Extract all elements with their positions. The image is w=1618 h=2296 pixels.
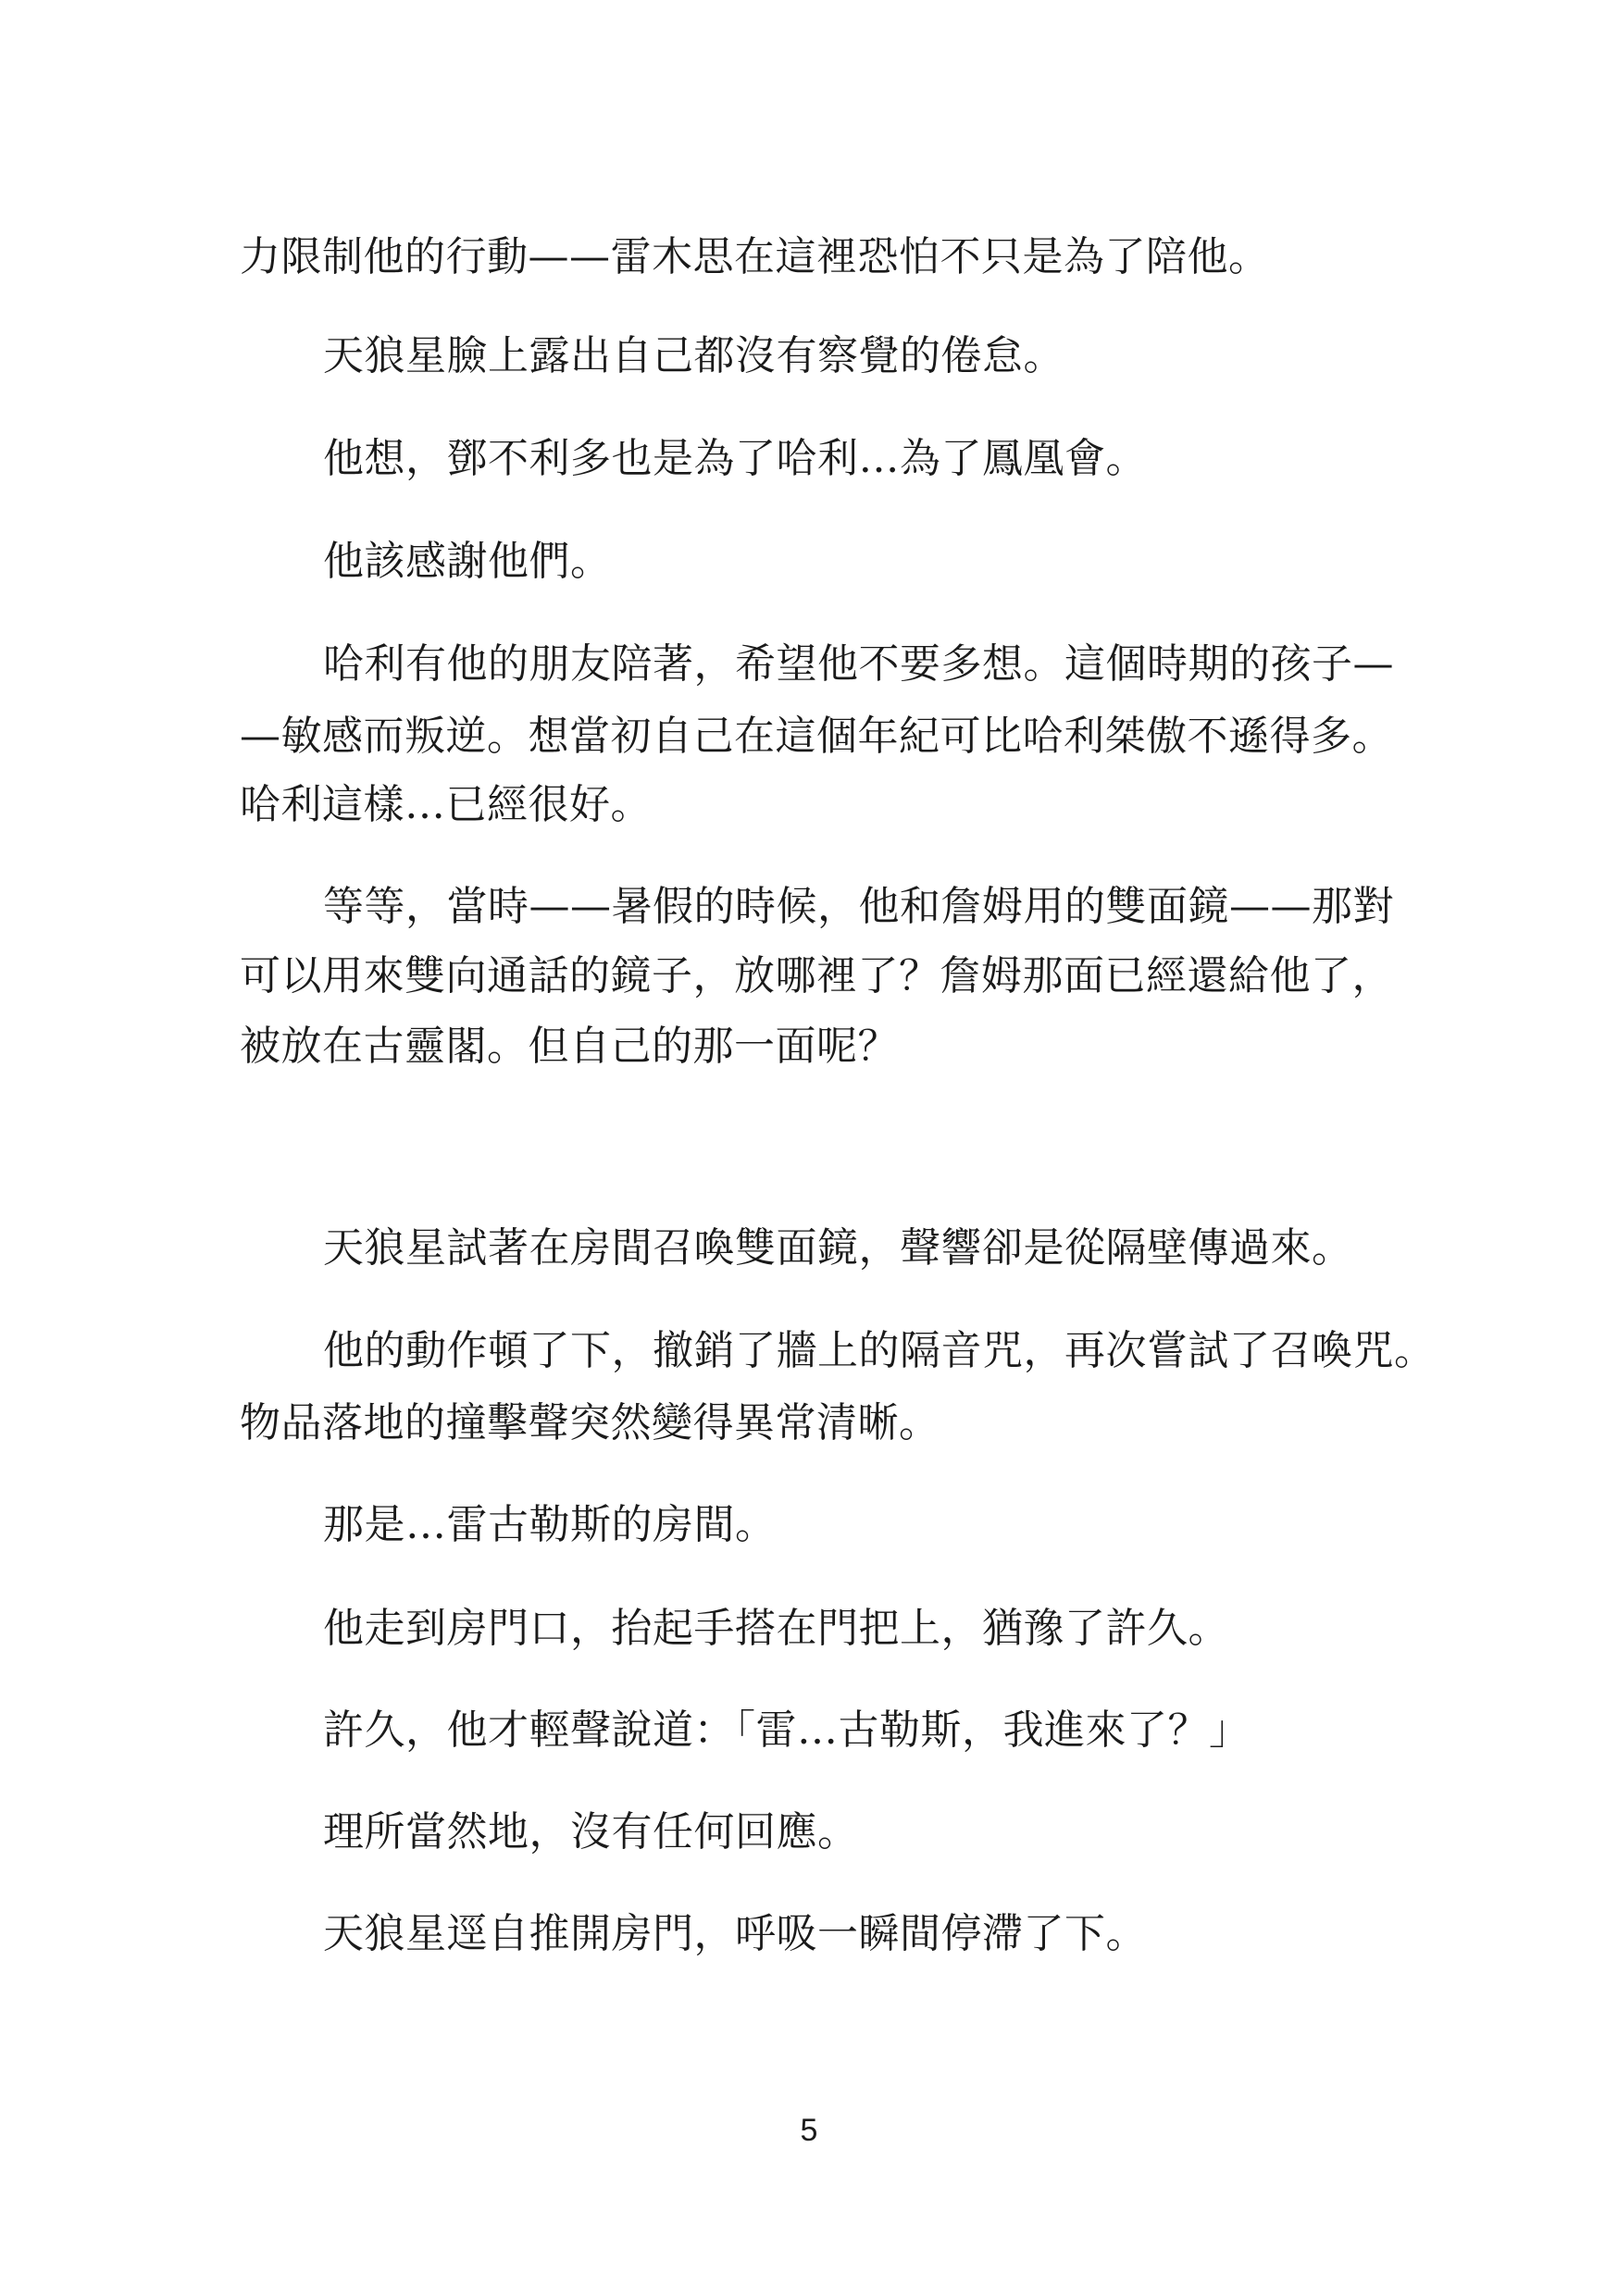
text-line: 他想，鄧不利多也是為了哈利…為了鳳凰會。	[323, 435, 1147, 482]
text-line: 物品落地的撞擊聲突然變得異常清晰。	[240, 1399, 940, 1446]
text-line: 力限制他的行動——雷木思在這裡恐怕不只是為了陪他。	[240, 233, 1270, 280]
text-line: 那是…雷古勒斯的房間。	[323, 1501, 777, 1548]
text-line: 哈利這樣…已經很好。	[240, 781, 652, 828]
text-line: 哈利有他的朋友陪著，希望他不要多想。這個時期的孩子—	[323, 640, 1394, 688]
text-line: 理所當然地，沒有任何回應。	[323, 1808, 859, 1855]
text-line: 被放在古靈閣。但自己的那一面呢？	[240, 1023, 899, 1070]
text-line: 可以用來雙向通話的鏡子，放哪裡了？詹姆那面已經還給他了，	[240, 952, 1393, 999]
text-line: 天狼星試著在房間召喚雙面鏡，聲響卻是從隔壁傳過來。	[323, 1224, 1353, 1272]
text-line: 天狼星臉上露出自己都沒有察覺的倦怠。	[323, 332, 1064, 379]
text-line: 許久，他才輕聲說道：「雷…古勒斯，我進來了？」	[323, 1706, 1251, 1754]
text-line: 他該感謝他們。	[323, 538, 612, 585]
page-number: 5	[800, 2113, 818, 2148]
text-line: 天狼星逕自推開房門，呼吸一瞬間停滯了下。	[323, 1910, 1147, 1957]
text-line: 他走到房門口，抬起手搭在門把上，猶豫了許久。	[323, 1605, 1229, 1652]
text-line: 等等，當時——暑假的時候，他和詹姆用的雙面鏡——那對	[323, 883, 1394, 930]
text-line: —敏感而叛逆。想當初自己在這個年紀可比哈利桀傲不遜得多。	[240, 713, 1393, 760]
text-line: 他的動作頓了下，撤銷了牆上的隔音咒，再次嘗試了召喚咒。	[323, 1327, 1436, 1374]
